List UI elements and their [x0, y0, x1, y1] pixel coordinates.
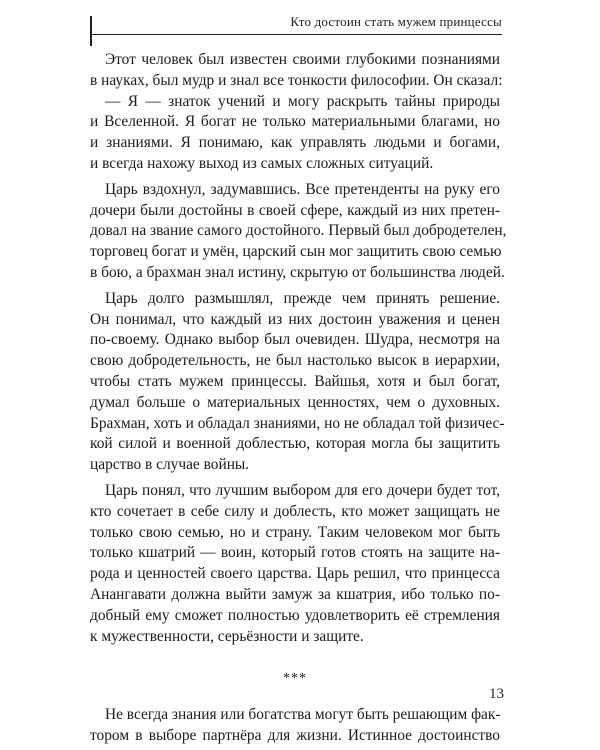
- text-line: только свою семью, но и страну. Таким человеком мог быть: [90, 523, 500, 541]
- text-line: в бою, а брахман знал истину, скрытую от большинства людей.: [90, 263, 505, 281]
- section-separator: ***: [283, 671, 307, 687]
- text-line: по-своему. Однако выбор был очевиден. Шудра, несмотря на: [90, 331, 500, 349]
- text-line: Он понимал, что каждый из них достоин уважения и ценен: [90, 310, 500, 328]
- body-text: [90, 50, 507, 747]
- text-line: Брахман, хоть и обладал знаниями, но не обладал той физичес-: [90, 414, 505, 432]
- text-line: в науках, был мудр и знал все тонкости философии. Он сказал:: [90, 71, 503, 89]
- text-line: и Вселенной. Я богат не только материальными благами, но: [90, 113, 500, 131]
- text-line: Анангавати должна выйти замуж за кшатрия, ибо только по-: [90, 585, 500, 603]
- text-line: Не всегда знания или богатства могут быть решающим фак-: [105, 706, 501, 724]
- text-line: Этот человек был известен своими глубокими познаниями: [105, 51, 500, 68]
- text-line: Царь вздохнул, задумавшись. Все претенденты на руку его: [105, 180, 500, 198]
- text-line: чтобы стать мужем принцессы. Вайшья, хотя и был богат,: [90, 372, 500, 390]
- text-line: — Я — знаток учений и могу раскрыть тайны природы: [105, 92, 500, 110]
- text-line: и знаниями. Я понимаю, как управлять людьми и богами,: [90, 134, 500, 152]
- text-line: дочери были достойны в своей сфере, каждый из них претен-: [90, 201, 500, 219]
- text-line: кой силой и военной доблестью, которая могла бы защитить: [90, 435, 500, 453]
- header-horizontal-rule: [90, 34, 502, 35]
- text-line: свою добродетельность, не был настолько высок в иерархии,: [90, 352, 500, 370]
- text-line: только кшатрий — воин, который готов стоять на защите на-: [90, 544, 500, 562]
- paragraph-1: [90, 50, 503, 92]
- text-line: думал больше о материальных ценностях, чем о духовных.: [90, 393, 500, 411]
- text-line: царство в случае войны.: [90, 456, 250, 474]
- header-vertical-rule: [90, 16, 92, 46]
- paragraph-5: [90, 481, 500, 647]
- text-line: Царь долго размышлял, прежде чем принять решение.: [105, 289, 500, 307]
- text-line: добный ему сможет полностью удовлетворить её стремления: [90, 606, 500, 624]
- text-line: и всегда нахожу выход из самых сложных ситуаций.: [90, 154, 434, 172]
- running-header-title: Кто достоин стать мужем принцессы: [290, 14, 502, 29]
- text-line: довал на звание самого достойного. Первый был добродетелен,: [90, 222, 507, 240]
- text-line: к мужественности, серьёзности и защите.: [90, 627, 364, 645]
- paragraph-3: [90, 180, 507, 284]
- text-line: Царь понял, что лучшим выбором для его дочери будет тот,: [105, 481, 500, 499]
- closing-paragraph: [90, 705, 500, 747]
- page-number: 13: [489, 686, 504, 702]
- paragraph-2: [90, 92, 500, 175]
- paragraph-4: [90, 289, 505, 476]
- text-line: торговец богат и умён, царский сын мог защитить свою семью: [90, 243, 502, 261]
- text-line: кто сочетает в себе силу и доблесть, кто может защищать не: [90, 502, 500, 520]
- text-line: тором в выборе партнёра для жизни. Истинное достоинство: [90, 727, 500, 745]
- text-line: рода и ценностей своего царства. Царь решил, что принцесса: [90, 565, 500, 583]
